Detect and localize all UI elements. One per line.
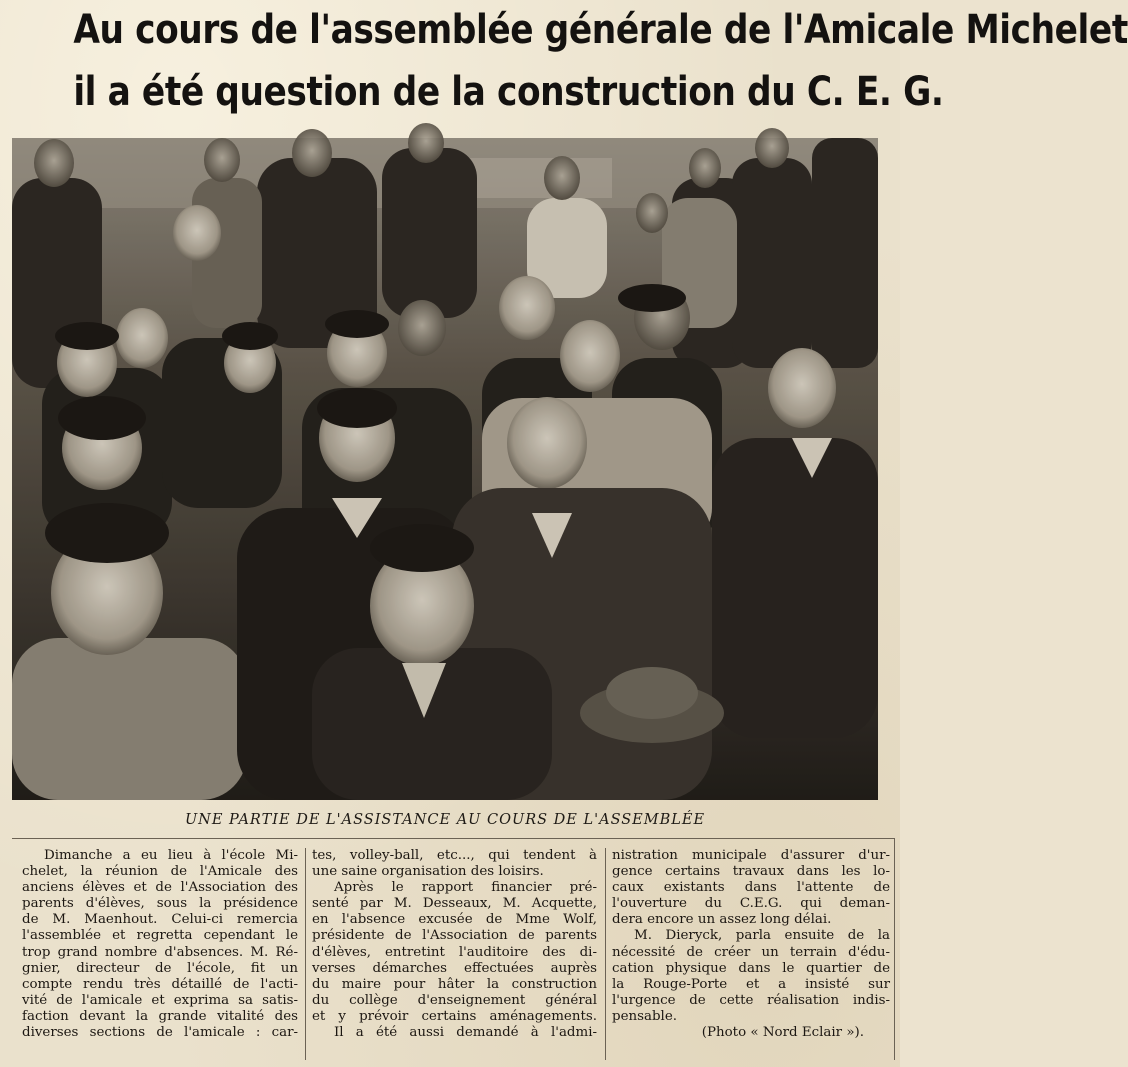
article-column-3 xyxy=(612,848,890,1041)
article-line: nistration municipale d'assurer d'ur- xyxy=(612,848,890,863)
photo-crowd-illustration xyxy=(12,138,878,800)
article-line: présidente de l'Association de parents xyxy=(312,928,597,944)
article-line: caux existants dans l'attente de xyxy=(612,880,890,896)
article-line: l'assemblée et regretta cependant le xyxy=(22,928,298,944)
article-line: cation physique dans le quartier de xyxy=(612,960,890,976)
article-line: d'élèves, entretint l'auditoire des di- xyxy=(312,944,597,960)
caption-divider xyxy=(12,838,894,839)
headline-line-2: il a été question de la construction du C. E. G. xyxy=(73,69,944,115)
article-line: en l'absence excusée de Mme Wolf, xyxy=(312,912,597,928)
assembly-photo xyxy=(12,138,878,800)
article-line: du collège d'enseignement général xyxy=(312,992,597,1008)
article-line: nécessité de créer un terrain d'édu- xyxy=(612,944,890,960)
column-rule-2 xyxy=(605,848,606,1060)
column-rule-3 xyxy=(894,838,895,1060)
article-line: Dimanche a eu lieu à l'école Mi- xyxy=(44,848,298,863)
column-rule-1 xyxy=(305,848,306,1060)
headline-line-1: Au cours de l'assemblée générale de l'Amicale Michelet xyxy=(73,7,1128,53)
article-line: (Photo « Nord Eclair »). xyxy=(701,1025,864,1041)
article-line: une saine organisation des loisirs. xyxy=(312,864,544,880)
article-line: tes, volley-ball, etc..., qui tendent à xyxy=(312,848,597,863)
photo-caption: UNE PARTIE DE L'ASSISTANCE AU COURS DE L'ASSEMBLÉE xyxy=(184,812,706,828)
article-line: dera encore un assez long délai. xyxy=(612,912,832,928)
article-line: parents d'élèves, sous la présidence xyxy=(22,896,298,912)
article-line: verses démarches effectuées auprès xyxy=(312,960,597,976)
article-line: Après le rapport financier pré- xyxy=(334,880,597,896)
article-line: compte rendu très détaillé de l'acti- xyxy=(22,976,298,992)
article-line: pensable. xyxy=(612,1008,678,1024)
article-line: M. Dieryck, parla ensuite de la xyxy=(634,928,890,944)
article-line: et y prévoir certains aménagements. xyxy=(312,1008,597,1024)
article-line: gence certains travaux dans les lo- xyxy=(612,864,890,880)
article-column-1 xyxy=(22,848,298,1041)
article-line: trop grand nombre d'absences. M. Ré- xyxy=(22,944,298,960)
article-column-2 xyxy=(312,848,597,1041)
article-line: la Rouge-Porte et a insisté sur xyxy=(612,976,890,992)
article-line: vité de l'amicale et exprima sa satis- xyxy=(22,992,298,1008)
article-line: de M. Maenhout. Celui-ci remercia xyxy=(22,912,298,928)
article-line: l'ouverture du C.E.G. qui deman- xyxy=(612,896,890,912)
article-line: anciens élèves et de l'Association des xyxy=(22,880,298,896)
article-line: senté par M. Desseaux, M. Acquette, xyxy=(312,896,597,912)
article-line: diverses sections de l'amicale : car- xyxy=(22,1025,298,1041)
article-line: l'urgence de cette réalisation indis- xyxy=(612,992,890,1008)
article-line: Il a été aussi demandé à l'admi- xyxy=(334,1025,597,1041)
article-line: du maire pour hâter la construction xyxy=(312,976,597,992)
article-line: faction devant la grande vitalité des xyxy=(22,1008,298,1024)
article-line: gnier, directeur de l'école, fit un xyxy=(22,960,298,976)
article-line: chelet, la réunion de l'Amicale des xyxy=(22,864,298,880)
